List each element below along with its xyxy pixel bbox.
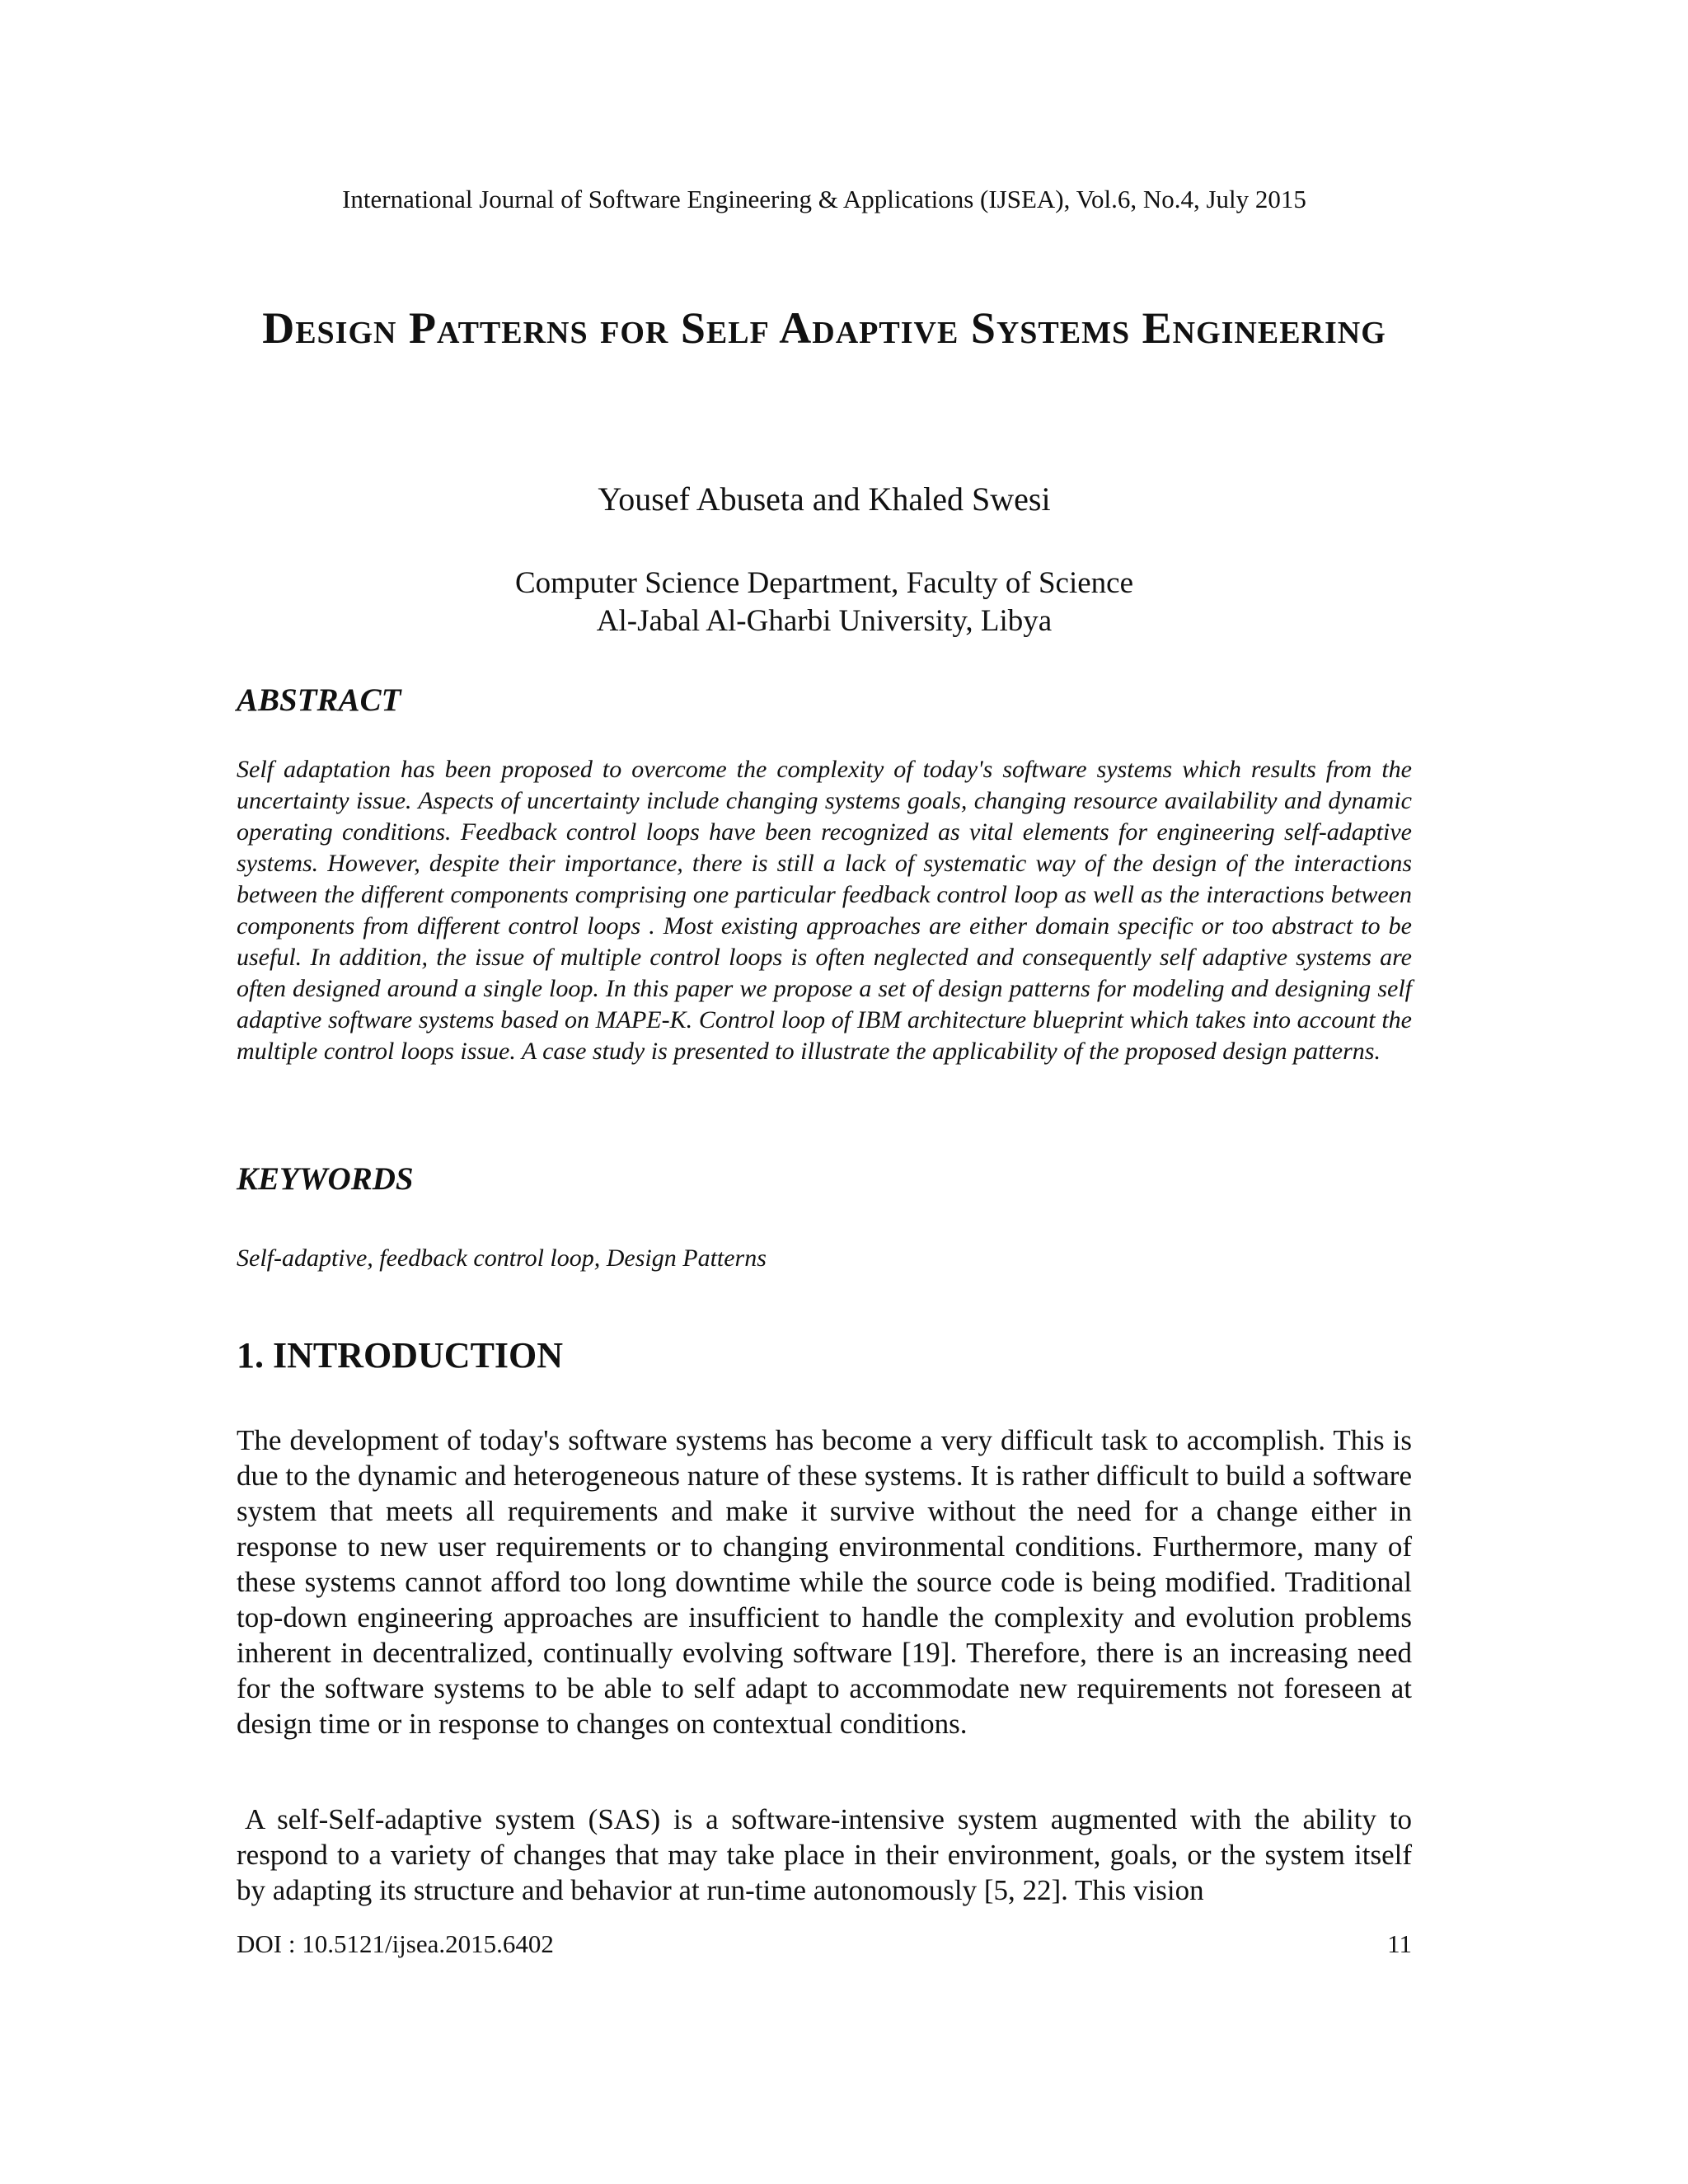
affiliation <box>0 565 1648 640</box>
keywords-heading: KEYWORDS <box>237 1161 414 1197</box>
introduction-heading: 1. INTRODUCTION <box>237 1335 564 1376</box>
introduction-paragraph-2: A self-Self-adaptive system (SAS) is a software-intensive system augmented with the ability to respond to a variety of changes that may take place in their environment, goals, or the system itself by adapting its structure and behavior at run-time autonomously [5, 22]. This vision <box>237 1803 1412 1906</box>
affiliation-line-1: Computer Science Department, Faculty of Science <box>514 566 1134 600</box>
keywords-text: Self-adaptive, feedback control loop, Design Patterns <box>237 1244 767 1272</box>
footer-doi: DOI : 10.5121/ijsea.2015.6402 <box>237 1929 554 1958</box>
abstract-text: Self adaptation has been proposed to overcome the complexity of today's software systems which results from the uncertainty issue. Aspects of uncertainty include changing systems goals, changing resource availability and dynamic operating conditions. Feedback control loops have been recognized as vital elements for engineering self-adaptive systems. However, despite their importance, there is still a lack of systematic way of the design of the interactions between the different components comprising one particular feedback control loop as well as the interactions between components from different control loops . Most existing approaches are either domain specific or too abstract to be useful. In addition, the issue of multiple control loops is often neglected and consequently self adaptive systems are often designed around a single loop. In this paper we propose a set of design patterns for modeling and designing self adaptive software systems based on MAPE-K. Control loop of IBM architecture blueprint which takes into account the multiple control loops issue. A case study is presented to illustrate the applicability of the proposed design patterns. <box>237 756 1412 1065</box>
introduction-paragraph-1: The development of today's software systems has become a very difficult task to accomplish. This is due to the dynamic and heterogeneous nature of these systems. It is rather difficult to build a software system that meets all requirements and make it survive without the need for a change either in response to new user requirements or to changing environmental conditions. Furthermore, many of these systems cannot afford too long downtime while the source code is being modified. Traditional top-down engineering approaches are insufficient to handle the complexity and evolution problems inherent in decentralized, continually evolving software [19]. Therefore, there is an increasing need for the software systems to be able to self adapt to accommodate new requirements not foreseen at design time or in response to changes on contextual conditions. <box>237 1424 1412 1740</box>
author-list: Yousef Abuseta and Khaled Swesi <box>598 480 1051 518</box>
page-number: 11 <box>1387 1929 1412 1958</box>
abstract-heading: ABSTRACT <box>237 682 401 718</box>
affiliation-line-2: Al-Jabal Al-Gharbi University, Libya <box>596 604 1053 638</box>
running-header: International Journal of Software Engineering & Applications (IJSEA), Vol.6, No.4, July 2015 <box>342 185 1306 213</box>
paper-title: Design Patterns for Self Adaptive Systems Engineering <box>262 303 1386 353</box>
